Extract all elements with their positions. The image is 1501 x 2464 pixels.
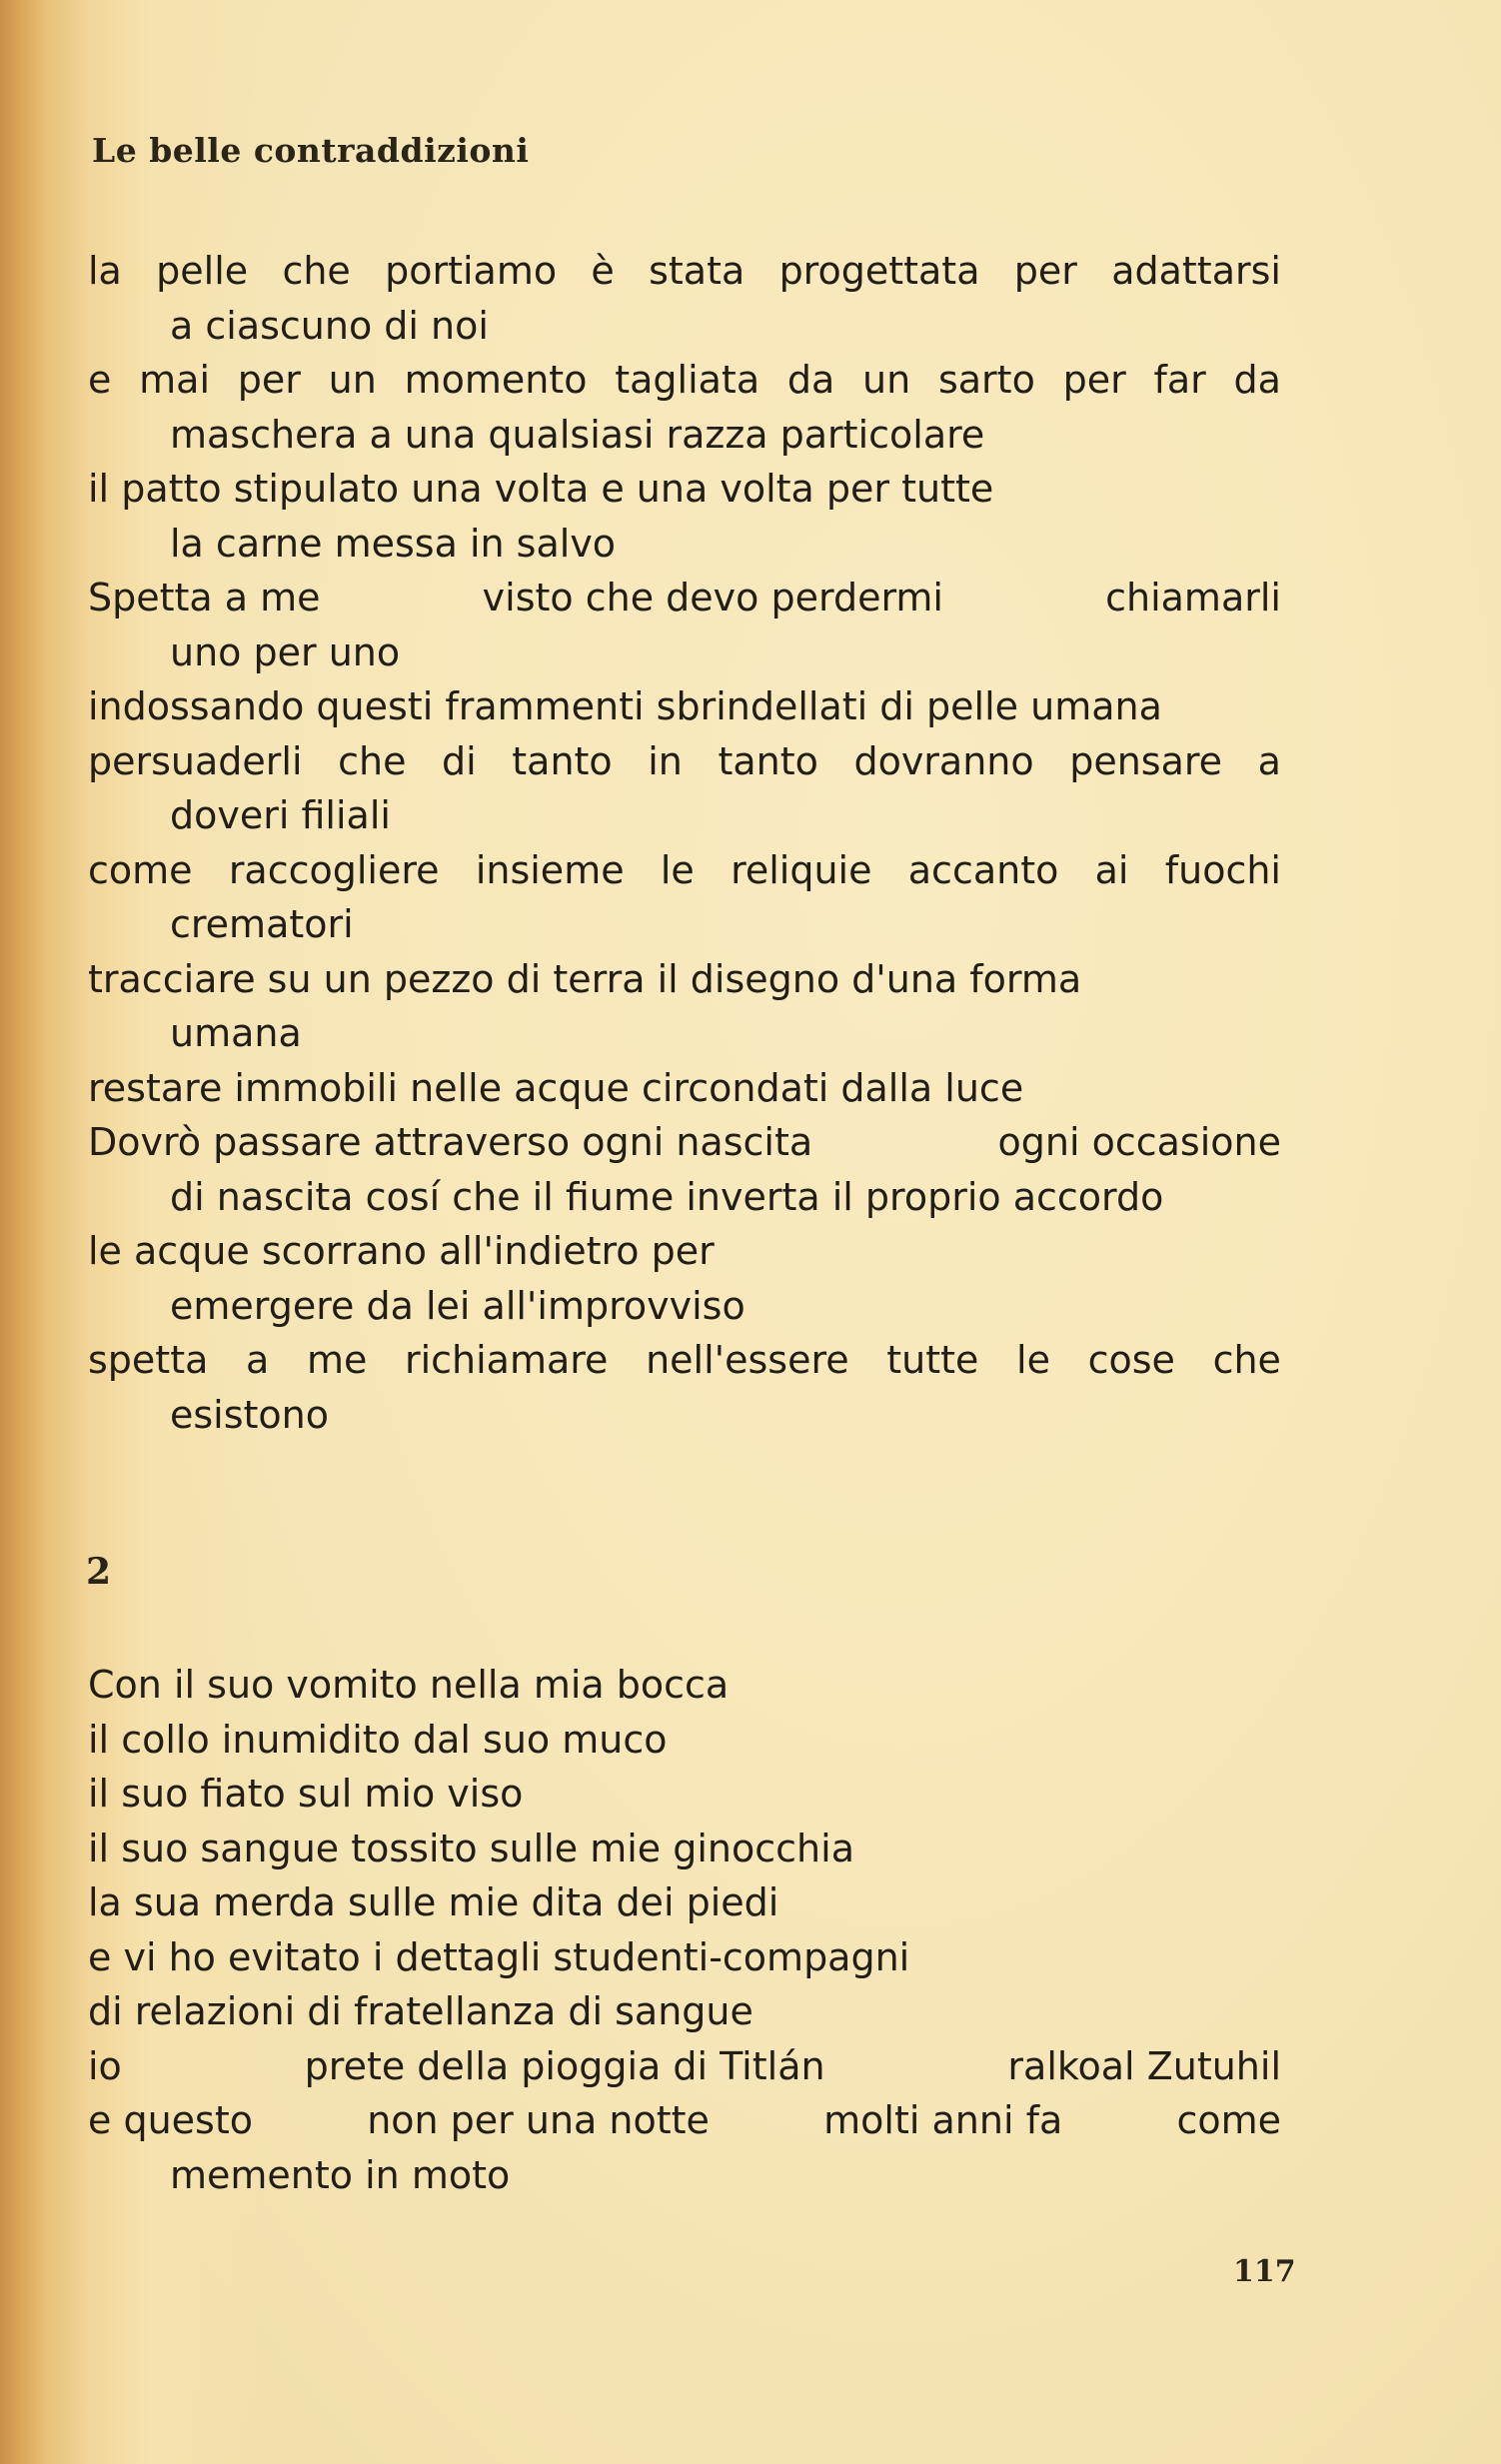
word: far bbox=[1153, 358, 1206, 402]
word: a bbox=[246, 1338, 270, 1382]
word: richiamare bbox=[404, 1338, 609, 1382]
word: e bbox=[88, 358, 112, 402]
line-segment: molti anni fa bbox=[823, 2098, 1063, 2142]
word: da bbox=[1233, 358, 1281, 402]
poem-line bbox=[88, 848, 1281, 892]
poem-line: restare immobili nelle acque circondati dalla luce bbox=[88, 1066, 1024, 1110]
poem-line: emergere da lei all'improvviso bbox=[170, 1284, 746, 1328]
line-segment: Spetta a me bbox=[88, 576, 321, 619]
line-segment: visto che devo perdermi bbox=[482, 576, 943, 619]
poem-line: la sua merda sulle mie dita dei piedi bbox=[88, 1880, 779, 1924]
poem-line: esistono bbox=[170, 1393, 330, 1437]
line-segment: Dovrò passare attraverso ogni nascita bbox=[88, 1120, 813, 1164]
word: raccogliere bbox=[228, 848, 440, 892]
poem-line: il patto stipulato una volta e una volta per tutte bbox=[88, 467, 994, 511]
line-segment: ogni occasione bbox=[997, 1120, 1281, 1164]
word: progettata bbox=[778, 249, 980, 293]
poem-line: doveri filiali bbox=[170, 793, 391, 837]
word: dovranno bbox=[853, 739, 1034, 783]
poem-line: tracciare su un pezzo di terra il disegno d'una forma bbox=[88, 957, 1082, 1001]
running-head: Le belle contraddizioni bbox=[92, 131, 530, 170]
poem-line: il suo fiato sul mio viso bbox=[88, 1772, 524, 1816]
poem-line bbox=[88, 2098, 1281, 2142]
poem-line bbox=[88, 1338, 1281, 1382]
word: da bbox=[786, 358, 835, 402]
word: tagliata bbox=[615, 358, 760, 402]
word: come bbox=[88, 848, 193, 892]
poem-line: il collo inumidito dal suo muco bbox=[88, 1718, 668, 1762]
word: accanto bbox=[907, 848, 1059, 892]
word: a bbox=[1257, 739, 1281, 783]
line-segment: io bbox=[88, 2044, 122, 2088]
word: per bbox=[1062, 358, 1126, 402]
word: reliquie bbox=[731, 848, 872, 892]
word: stata bbox=[649, 249, 746, 293]
poem-line: indossando questi frammenti sbrindellati di pelle umana bbox=[88, 684, 1162, 728]
poem-line: umana bbox=[170, 1011, 302, 1055]
word: la bbox=[88, 249, 122, 293]
word: persuaderli bbox=[88, 739, 303, 783]
word: sarto bbox=[937, 358, 1035, 402]
word: che bbox=[338, 739, 407, 783]
word: di bbox=[442, 739, 477, 783]
word: tanto bbox=[512, 739, 613, 783]
word: fuochi bbox=[1164, 848, 1281, 892]
word: me bbox=[306, 1338, 368, 1382]
section-number: 2 bbox=[86, 1551, 112, 1593]
word: spetta bbox=[88, 1338, 209, 1382]
word: per bbox=[1013, 249, 1077, 293]
word: in bbox=[648, 739, 683, 783]
word: pelle bbox=[156, 249, 249, 293]
line-segment: come bbox=[1176, 2098, 1281, 2142]
poem-line: la carne messa in salvo bbox=[170, 522, 617, 566]
line-segment: e questo bbox=[88, 2098, 253, 2142]
poem-line: di nascita cosí che il fiume inverta il proprio accordo bbox=[170, 1175, 1164, 1219]
word: è bbox=[591, 249, 615, 293]
poem-line bbox=[88, 576, 1281, 619]
word: momento bbox=[404, 358, 588, 402]
line-segment: non per una notte bbox=[367, 2098, 710, 2142]
poem-line bbox=[88, 1120, 1281, 1164]
poem-line: le acque scorrano all'indietro per bbox=[88, 1229, 715, 1273]
poem-line: uno per uno bbox=[170, 630, 401, 674]
word: mai bbox=[139, 358, 211, 402]
poem-line bbox=[88, 358, 1281, 402]
poem-line: crematori bbox=[170, 902, 354, 946]
poem-line: memento in moto bbox=[170, 2153, 511, 2197]
line-segment: chiamarli bbox=[1105, 576, 1281, 619]
poem-line bbox=[88, 249, 1281, 293]
word: un bbox=[328, 358, 377, 402]
line-segment: prete della pioggia di Titlán bbox=[304, 2044, 825, 2088]
word: insieme bbox=[475, 848, 625, 892]
word: adattarsi bbox=[1111, 249, 1281, 293]
word: tutte bbox=[886, 1338, 979, 1382]
word: portiamo bbox=[385, 249, 558, 293]
poem-line: Con il suo vomito nella mia bocca bbox=[88, 1663, 730, 1707]
word: per bbox=[237, 358, 301, 402]
poem-line: di relazioni di fratellanza di sangue bbox=[88, 1989, 753, 2033]
word: cose bbox=[1087, 1338, 1175, 1382]
word: nell'essere bbox=[646, 1338, 849, 1382]
poem-line: maschera a una qualsiasi razza particolare bbox=[170, 413, 985, 457]
poem-line bbox=[88, 2044, 1281, 2088]
word: che bbox=[1212, 1338, 1281, 1382]
word: le bbox=[1016, 1338, 1050, 1382]
poem-line: a ciascuno di noi bbox=[170, 304, 489, 348]
word: le bbox=[660, 848, 695, 892]
poem-line bbox=[88, 739, 1281, 783]
line-segment: ralkoal Zutuhil bbox=[1007, 2044, 1281, 2088]
poem-line: e vi ho evitato i dettagli studenti-compagni bbox=[88, 1935, 910, 1979]
word: pensare bbox=[1069, 739, 1223, 783]
word: ai bbox=[1094, 848, 1129, 892]
poem-line: il suo sangue tossito sulle mie ginocchia bbox=[88, 1827, 854, 1870]
word: un bbox=[862, 358, 911, 402]
word: tanto bbox=[718, 739, 818, 783]
page-number: 117 bbox=[1233, 2254, 1296, 2289]
word: che bbox=[282, 249, 351, 293]
